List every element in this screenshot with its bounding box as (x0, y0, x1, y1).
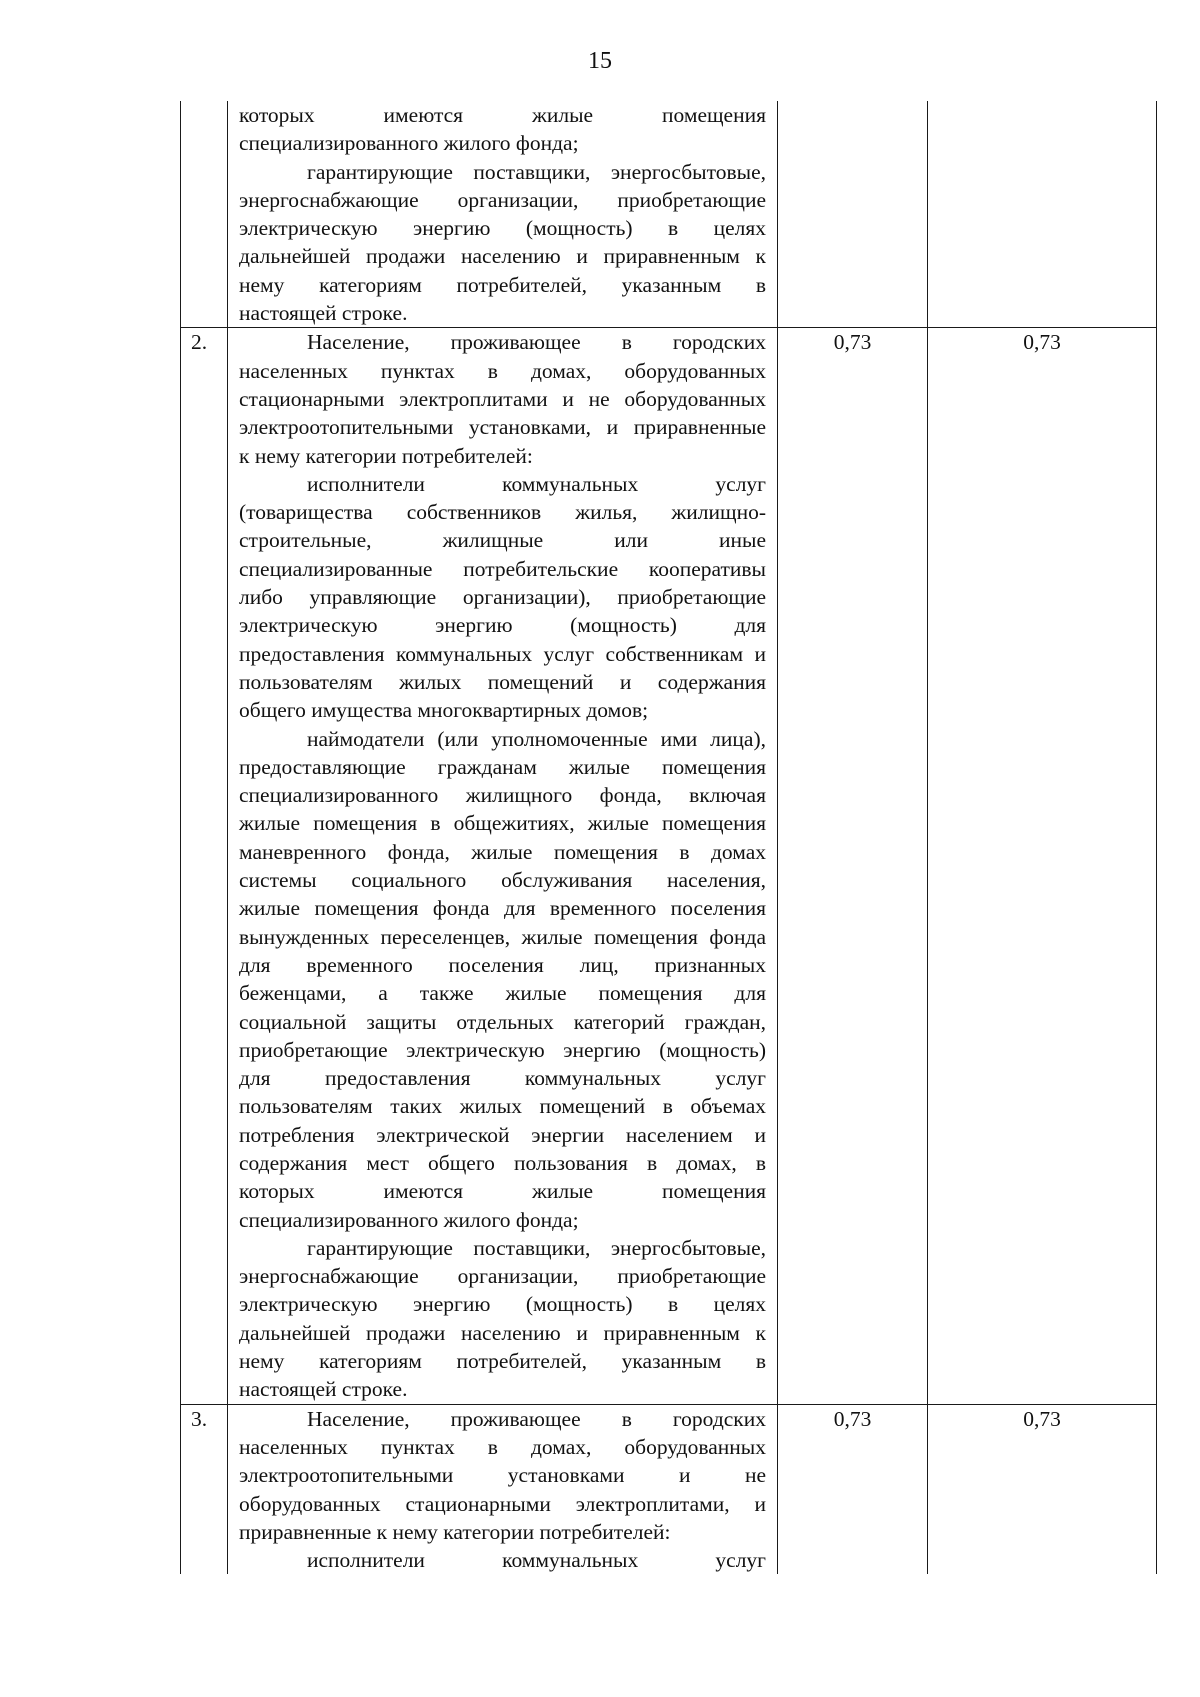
text-line: которых имеются жилые помещения (239, 1179, 766, 1204)
text-line: приобретающие электрическую энергию (мощность) (239, 1037, 766, 1062)
text-line: гарантирующие поставщики, энергосбытовые, (307, 159, 766, 184)
value-cell-1: 0,73 (778, 1404, 928, 1574)
text-line: пользователям таких жилых помещений в объемах (239, 1094, 766, 1119)
text-line: исполнители коммунальных услуг (307, 471, 766, 496)
text-line: приравненные к нему категории потребителей: (239, 1519, 671, 1544)
text-line: гарантирующие поставщики, энергосбытовые, (307, 1235, 766, 1260)
row-number-cell (181, 328, 228, 1404)
text-line: настоящей строке. (239, 301, 408, 326)
text-line: для временного поселения лиц, признанных (239, 952, 766, 977)
consumer-category-cell (228, 101, 778, 328)
text-line: электроотопительными установками и не (239, 1463, 766, 1488)
text-line: энергоснабжающие организации, приобретающие (239, 1264, 766, 1289)
paragraph (239, 101, 766, 158)
text-line: предоставляющие гражданам жилые помещения (239, 754, 766, 779)
consumer-category-cell (228, 1404, 778, 1574)
paragraph (239, 1405, 766, 1546)
text-line: нему категориям потребителей, указанным в (239, 272, 766, 297)
text-line: вынужденных переселенцев, жилые помещения фонда (239, 924, 766, 949)
paragraph (239, 328, 766, 469)
value-cell-2: 0,73 (928, 1404, 1157, 1574)
text-line: потребления электрической энергии населением и (239, 1122, 766, 1147)
text-line: содержания мест общего пользования в домах, в (239, 1150, 766, 1175)
text-line: дальнейшей продажи населению и приравненным к (239, 244, 766, 269)
row-number: 3. (190, 1406, 208, 1431)
text-line: предоставления коммунальных услуг собственникам и (239, 641, 766, 666)
text-line: населенных пунктах в домах, оборудованных (239, 358, 766, 383)
text-line: которых имеются жилые помещения (239, 103, 766, 127)
text-line: системы социального обслуживания населения, (239, 868, 766, 893)
text-line: (товарищества собственников жилья, жилищно- (239, 500, 766, 525)
row-number-cell (181, 101, 228, 328)
tariff-table (180, 101, 1157, 1574)
text-line: стационарными электроплитами и не оборудованных (239, 386, 766, 411)
text-line: электрическую энергию (мощность) в целях (239, 216, 766, 241)
text-line: специализированного жилищного фонда, включая (239, 783, 766, 808)
text-line: пользователям жилых помещений и содержания (239, 669, 766, 694)
paragraph (239, 470, 766, 725)
text-line: либо управляющие организации), приобретающие (239, 585, 766, 610)
value-cell-1 (778, 101, 928, 328)
page-number: 15 (588, 48, 612, 74)
paragraph (239, 1234, 766, 1404)
value-cell-2 (928, 101, 1157, 328)
text-line: специализированного жилого фонда; (239, 131, 579, 156)
text-line: электрическую энергию (мощность) в целях (239, 1292, 766, 1317)
table-row (181, 101, 1157, 328)
table-row (181, 328, 1157, 1404)
text-line: электроотопительными установками, и приравненные (239, 415, 766, 440)
row-number-cell (181, 1404, 228, 1574)
table-row (181, 1404, 1157, 1574)
text-line: специализированного жилого фонда; (239, 1207, 579, 1232)
text-line: социальной защиты отдельных категорий граждан, (239, 1009, 766, 1034)
paragraph (239, 1546, 766, 1574)
text-line: настоящей строке. (239, 1377, 408, 1402)
text-line: общего имущества многоквартирных домов; (239, 698, 649, 723)
text-line: беженцами, а также жилые помещения для (239, 981, 766, 1006)
text-line: наймодатели (или уполномоченные ими лица), (307, 726, 766, 751)
row-number: 2. (190, 330, 208, 355)
text-line: специализированные потребительские кооперативы (239, 556, 766, 581)
text-line: исполнители коммунальных услуг (307, 1548, 766, 1573)
text-line: строительные, жилищные или иные (239, 528, 766, 553)
value-cell-2: 0,73 (928, 328, 1157, 1404)
consumer-category-cell (228, 328, 778, 1404)
text-line: маневренного фонда, жилые помещения в домах (239, 839, 766, 864)
text-line: дальнейшей продажи населению и приравненным к (239, 1320, 766, 1345)
text-line: населенных пунктах в домах, оборудованных (239, 1434, 766, 1459)
text-line: Население, проживающее в городских (307, 330, 766, 355)
text-line: для предоставления коммунальных услуг (239, 1066, 766, 1091)
text-line: нему категориям потребителей, указанным в (239, 1349, 766, 1374)
text-line: к нему категории потребителей: (239, 443, 533, 468)
paragraph (239, 725, 766, 1234)
text-line: энергоснабжающие организации, приобретающие (239, 187, 766, 212)
text-line: Население, проживающее в городских (307, 1406, 766, 1431)
text-line: жилые помещения фонда для временного поселения (239, 896, 766, 921)
text-line: оборудованных стационарными электроплитами, и (239, 1491, 766, 1516)
paragraph (239, 158, 766, 328)
text-line: электрическую энергию (мощность) для (239, 613, 766, 638)
value-cell-1: 0,73 (778, 328, 928, 1404)
text-line: жилые помещения в общежитиях, жилые помещения (239, 811, 766, 836)
